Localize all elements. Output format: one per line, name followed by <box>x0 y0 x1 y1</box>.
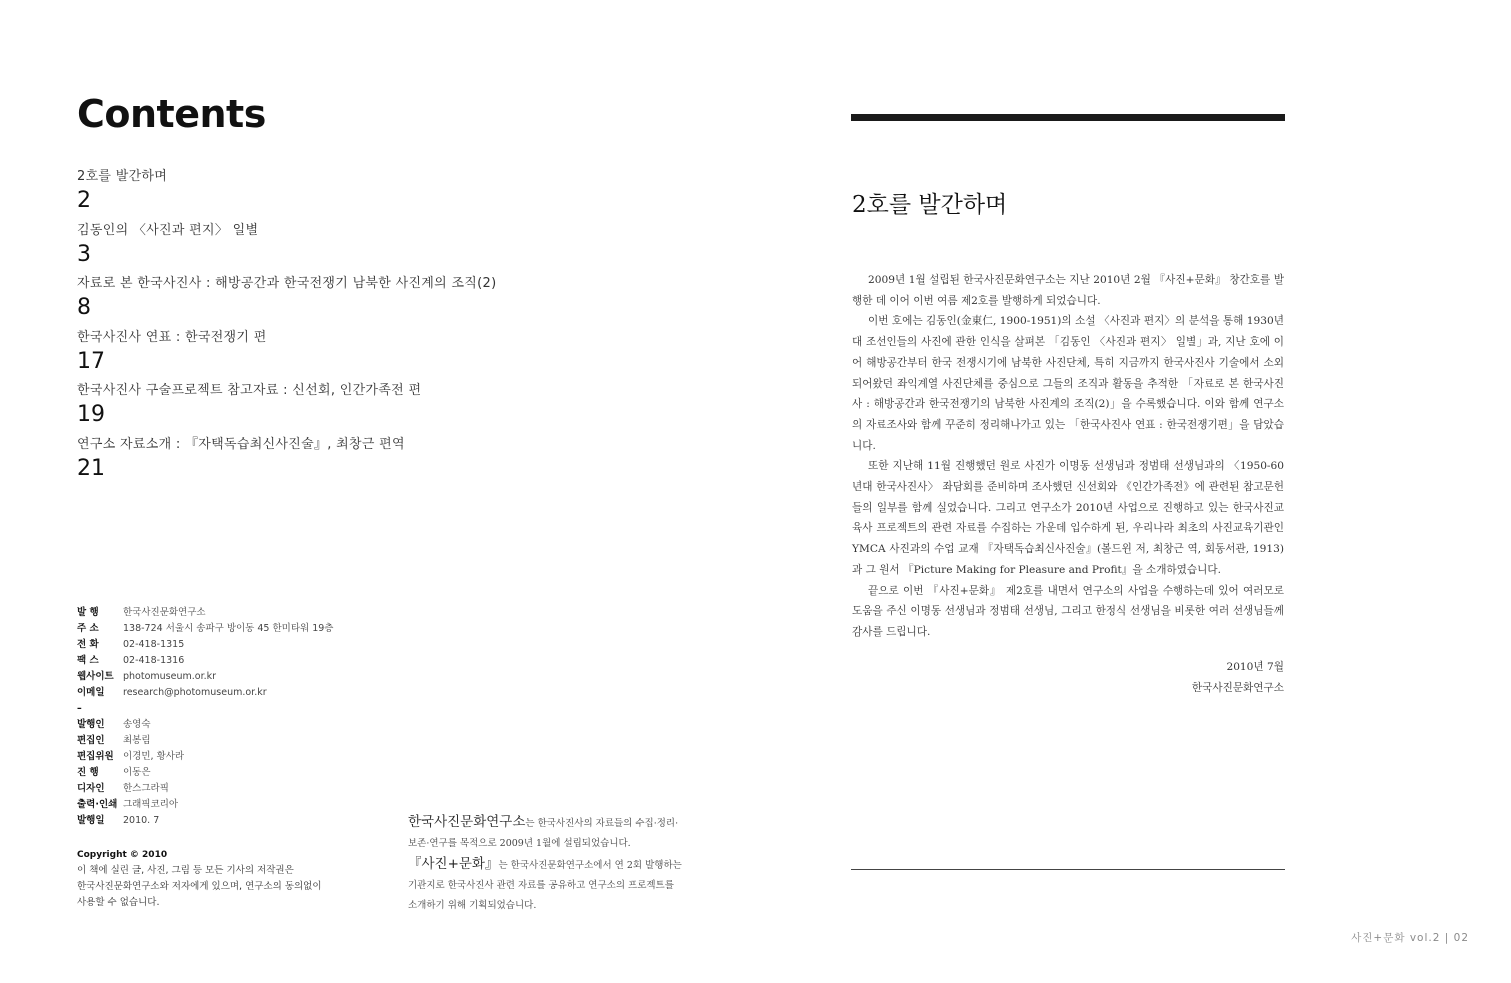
about-organization <box>408 812 683 916</box>
magazine-desc: 기관지로 한국사진사 관련 자료를 공유하고 연구소의 프로젝트를 <box>408 880 674 891</box>
signoff-signature: 한국사진문화연구소 <box>1191 682 1284 694</box>
info-value: 최봉림 <box>123 735 151 746</box>
info-label: 발행인 <box>77 719 105 730</box>
magazine-name: 『사진+문화』 <box>408 856 499 872</box>
signoff-date: 2010년 7월 <box>1226 661 1284 673</box>
info-row <box>77 621 333 637</box>
info-value: 한국사진문화연구소 <box>123 607 206 618</box>
info-label: 편집인 <box>77 735 105 746</box>
page-folio: 사진+문화 vol.2 | 02 <box>1351 932 1469 944</box>
article-paragraph: 또한 지난해 11월 진행했던 원로 사진가 이명동 선생님과 정범태 선생님과의 〈1950-60년대 한국사진사〉 좌담회를 준비하며 조사했던 신선회와 《인간가족전》에 관련된 참고문헌들의 일부를 함께 실었습니다. 그리고 연구소가 2010년 사업으로 진행하고 있는 한국사진교육사 프로젝트의 관련 자료를 수집하는 가운데 입수하게 된, 우리나라 최초의 사진교육기관인 YMCA 사진과의 수업 교재 『자택독습최신사진술』(볼드윈 저, 최창근 역, 회동서관, 1913)과 그 원서 『Picture Making for Pleasure and Profit』을 소개하였습니다. <box>852 460 1284 576</box>
info-row <box>77 717 333 733</box>
info-label: 전 화 <box>77 639 99 650</box>
toc-item[interactable] <box>77 436 597 490</box>
copyright-heading: Copyright © 2010 <box>77 850 168 860</box>
info-label: 웹사이트 <box>77 671 114 682</box>
info-value: 이경민, 황사라 <box>123 751 185 762</box>
info-value: 그래픽코리아 <box>123 799 179 810</box>
toc-item[interactable] <box>77 382 597 436</box>
article-paragraph: 끝으로 이번 『사진+문화』 제2호를 내면서 연구소의 사업을 수행하는데 있어 여러모로 도움을 주신 이명동 선생님과 정범태 선생님, 그리고 한정식 선생님을 비롯한 여러 선생님들께 감사를 드립니다. <box>852 584 1284 638</box>
copyright-line: 사용할 수 없습니다. <box>77 897 160 908</box>
info-row <box>77 797 333 813</box>
info-value: 2010. 7 <box>123 815 160 826</box>
signoff <box>1000 657 1284 699</box>
info-label: 디자인 <box>77 783 105 794</box>
info-row <box>77 765 333 781</box>
info-value: 02-418-1316 <box>123 655 185 666</box>
info-label: 출력·인쇄 <box>77 799 118 810</box>
info-value: 한스그라픽 <box>123 783 169 794</box>
website-link[interactable]: photomuseum.or.kr <box>123 671 217 682</box>
info-separator: – <box>77 703 82 714</box>
toc-item[interactable] <box>77 329 597 383</box>
toc-item-label: 자료로 본 한국사진사 : 해방공간과 한국전쟁기 남북한 사진계의 조직(2) <box>77 276 497 291</box>
contents-title: Contents <box>77 92 266 136</box>
email-link[interactable]: research@photomuseum.or.kr <box>123 687 267 698</box>
toc-item-label: 한국사진사 연표 : 한국전쟁기 편 <box>77 329 267 345</box>
info-label: 발행일 <box>77 815 105 826</box>
toc-item-page: 3 <box>77 241 91 267</box>
article-paragraph: 2009년 1월 설립된 한국사진문화연구소는 지난 2010년 2월 『사진+문화』 창간호를 발행한 데 이어 이번 여름 제2호를 발행하게 되었습니다. <box>852 274 1284 307</box>
info-row <box>77 605 333 621</box>
article-body <box>852 270 1284 643</box>
info-label: 팩 스 <box>77 655 99 666</box>
copyright-line: 한국사진문화연구소와 저자에게 있으며, 연구소의 동의없이 <box>77 881 322 892</box>
toc-item-page: 2 <box>77 188 91 213</box>
toc-item[interactable] <box>77 222 597 276</box>
info-label: 이메일 <box>77 687 105 698</box>
toc-item-page: 17 <box>77 348 105 374</box>
header-rule <box>851 114 1285 121</box>
org-desc: 는 한국사진사의 자료들의 수집·정리· <box>525 818 679 829</box>
magazine-desc: 는 한국사진문화연구소에서 연 2회 발행하는 <box>498 860 682 871</box>
org-name: 한국사진문화연구소 <box>408 814 526 830</box>
info-value: 송영숙 <box>123 719 151 730</box>
info-row <box>77 653 333 669</box>
toc-item-label: 한국사진사 구술프로젝트 참고자료 : 신선회, 인간가족전 편 <box>77 383 422 398</box>
magazine-desc: 소개하기 위해 기획되었습니다. <box>408 900 537 911</box>
toc-item-page: 21 <box>77 455 105 481</box>
article-paragraph: 이번 호에는 김동인(金東仁, 1900-1951)의 소설 〈사진과 편지〉의 분석을 통해 1930년대 조선인들의 사진에 관한 인식을 살펴본 「김동인 〈사진과 편지〉 일별」과, 지난 호에 이어 해방공간부터 한국 전쟁시기에 남북한 사진단체, 특히 지금까지 한국사진사 기술에서 소외되어왔던 좌익계열 사진단체를 중심으로 그들의 조직과 활동을 추적한 「자료로 본 한국사진사 : 해방공간과 한국전쟁기의 남북한 사진계의 조직(2)」을 수록했습니다. 이와 함께 연구소의 자료조사와 함께 꾸준히 정리해나가고 있는 「한국사진사 연표 : 한국전쟁기편」을 담았습니다. <box>852 315 1284 452</box>
toc-item-page: 8 <box>77 295 91 320</box>
toc-item[interactable] <box>77 275 597 329</box>
info-value: 이동은 <box>123 767 151 778</box>
toc-item[interactable] <box>77 168 597 222</box>
footer-rule <box>851 869 1285 870</box>
toc-item-label: 김동인의 〈사진과 편지〉 일별 <box>77 222 259 238</box>
copyright-line: 이 책에 실린 글, 사진, 그림 등 모든 기사의 저작권은 <box>77 865 294 876</box>
info-label: 편집위원 <box>77 751 114 762</box>
info-label: 발 행 <box>77 607 99 618</box>
info-label: 주 소 <box>77 623 99 634</box>
publication-info <box>77 605 333 829</box>
info-row <box>77 733 333 749</box>
toc-item-label: 연구소 자료소개 : 『자택독습최신사진술』, 최창근 편역 <box>77 436 405 452</box>
info-row <box>77 781 333 797</box>
table-of-contents <box>77 168 597 489</box>
info-value: 02-418-1315 <box>123 639 185 650</box>
info-value: 138-724 서울시 송파구 방이동 45 한미타워 19층 <box>123 623 334 634</box>
info-row <box>77 813 333 829</box>
toc-item-label: 2호를 발간하며 <box>77 169 168 184</box>
info-row <box>77 685 333 701</box>
info-label: 진 행 <box>77 767 99 778</box>
info-row <box>77 749 333 765</box>
toc-item-page: 19 <box>77 402 105 427</box>
article-title: 2호를 발간하며 <box>852 192 1008 218</box>
info-row <box>77 669 333 685</box>
copyright-notice <box>77 847 377 911</box>
org-desc: 보존·연구를 목적으로 2009년 1월에 설립되었습니다. <box>408 838 631 849</box>
info-row <box>77 637 333 653</box>
